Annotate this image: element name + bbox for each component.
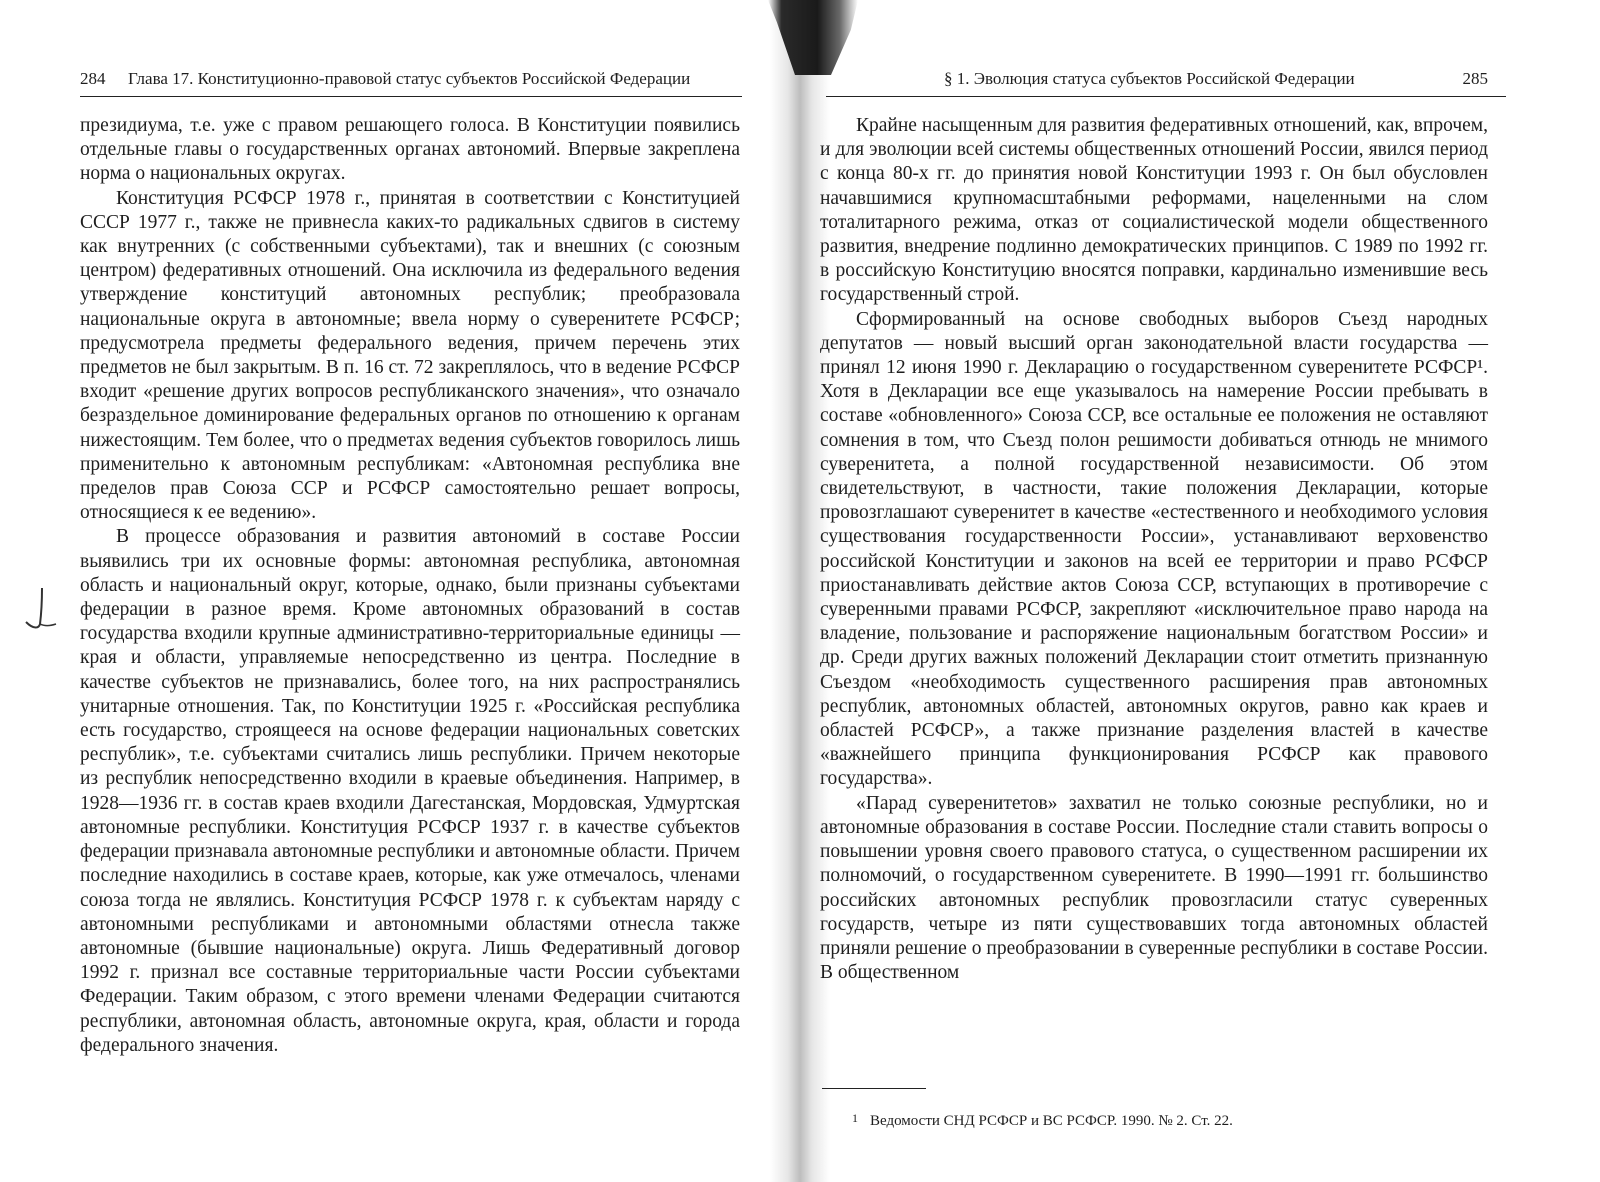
left-page-number: 284: [80, 69, 106, 88]
right-paragraph-3: «Парад суверенитетов» захватил не только союзные республики, но и автономные образования в составе России. Последние стали ставить вопросы о повышении уровня своего правового статуса, о существенном расширении их полномочий, о государственном суверенитете. В 1990—1991 гг. большинство российских автономных республик провозгласили статус суверенных государств, четыре из пяти существовавших тогда автономных областей приняли решение о преобразовании в суверенные республики в составе России. В общественном: [820, 792, 1488, 984]
pencil-check-mark: [20, 586, 60, 636]
left-page: [0, 0, 790, 1182]
left-paragraph-3: В процессе образования и развития автономий в составе России выявились три их основные формы: автономная республика, автономная область и национальный округ, которые, однако, были признаны субъектами федерации в разное время. Кроме автономных образований в состав государства входили крупные административно-территориальные единицы — края и области, управляемые непосредственно из центра. Последние в качестве субъектов не признавались, более того, на них распространялись унитарные отношения. Так, по Конституции 1925 г. «Российская республика есть государство, строящееся на основе федерации национальных советских республик», т.е. субъектами считались лишь республики. Причем некоторые из республик непосредственно входили в краевые объединения. Например, в 1928—1936 гг. в состав краев входили Дагестанская, Мордовская, Удмуртская автономные республики. Конституция РСФСР 1937 г. в качестве субъектов федерации признавала автономные республики и автономные области. Причем последние находились в составе краев, которые, как уже отмечалось, членами союза тогда не являлись. Конституция РСФСР 1978 г. к субъектам наряду с автономными республиками и автономными областями отнесла также автономные (бывшие национальные) округа. Лишь Федеративный договор 1992 г. признал все составные территориальные части России субъектами Федерации. Таким образом, с этого времени членами Федерации считаются республики, автономная область, автономные округа, края, области и города федерального значения.: [80, 526, 740, 1056]
right-page-number: 285: [1462, 69, 1488, 88]
footnote-rule: [822, 1088, 926, 1089]
left-paragraph-1: президиума, т.е. уже с правом решающего голоса. В Конституции появились отдельные главы о государственных органах автономий. Впервые закреплена норма о национальных округах.: [80, 115, 740, 185]
footnote-marker: 1: [852, 1111, 858, 1125]
left-page-body: [80, 114, 740, 1058]
footnote: [852, 1110, 1492, 1132]
right-page: [810, 0, 1600, 1182]
right-page-header: [826, 62, 1506, 97]
left-paragraph-2: Конституция РСФСР 1978 г., принятая в соответствии с Конституцией СССР 1977 г., также не привнесла каких-то радикальных сдвигов в систему как внутренних (с собственными субъектами), так и внешних (с союзным центром) федеративных отношений. Она исключила из федерального ведения утверждение конституций автономных республик; преобразовала национальные округа в автономные; ввела норму о суверенитете РСФСР; предусмотрела предметы федерального ведения, причем перечень этих предметов не был закрытым. В п. 16 ст. 72 закреплялось, что в ведение РСФСР входит «решение других вопросов республиканского значения», что означало безраздельное доминирование федеральных органов по отношению к органам нижестоящим. Тем более, что о предметах ведения субъектов говорилось лишь применительно к автономным республикам: «Автономная республика вне пределов прав Союза ССР и РСФСР самостоятельно решает вопросы, относящиеся к ее ведению».: [80, 187, 740, 524]
right-page-body: [820, 114, 1488, 985]
left-running-head: Глава 17. Конституционно-правовой статус субъектов Российской Федерации: [128, 69, 691, 88]
right-running-head: § 1. Эволюция статуса субъектов Российской Федерации: [944, 69, 1355, 88]
footnote-text: Ведомости СНД РСФСР и ВС РСФСР. 1990. № 2. Ст. 22.: [870, 1113, 1233, 1129]
right-paragraph-2: Сформированный на основе свободных выборов Съезд народных депутатов — новый высший орган законодательной власти государства — принял 12 июня 1990 г. Декларацию о государственном суверенитете РСФСР¹. Хотя в Декларации все еще указывалось на намерение России пребывать в составе «обновленного» Союза ССР, все остальные ее положения не оставляют сомнения в том, что Съезд полон решимости добиваться отнюдь не мнимого суверенитета, а полной государственной независимости. Об этом свидетельствуют, в частности, такие положения Декларации, которые провозглашают суверенитет в качестве «естественного и необходимого условия существования государственности России», устанавливают верховенство российской Конституции и законов на всей ее территории и право РСФСР приостанавливать действие актов Союза ССР, вступающих в противоречие с суверенными правами РСФСР, закрепляют «исключительное право народа на владение, пользование и распоряжение национальным богатством России» и др. Среди других важных положений Декларации стоит отметить признанную Съездом «необходимость существенного расширения прав автономных республик, автономных областей, автономных округов, равно как краев и областей РСФСР», а также признание разделения властей в качестве «важнейшего принципа функционирования РСФСР как правового государства».: [820, 308, 1488, 790]
left-page-header: [80, 62, 742, 97]
right-paragraph-1: Крайне насыщенным для развития федеративных отношений, как, впрочем, и для эволюции всей системы общественных отношений России, явился период с конца 80-х гг. до принятия новой Конституции 1993 г. Он был обусловлен начавшимися крупномасштабными реформами, нацеленными на слом тоталитарного режима, отказ от социалистической модели общественного развития, внедрение подлинно демократических принципов. С 1989 по 1992 гг. в российскую Конституцию вносятся поправки, кардинально изменившие весь государственный строй.: [820, 115, 1488, 306]
